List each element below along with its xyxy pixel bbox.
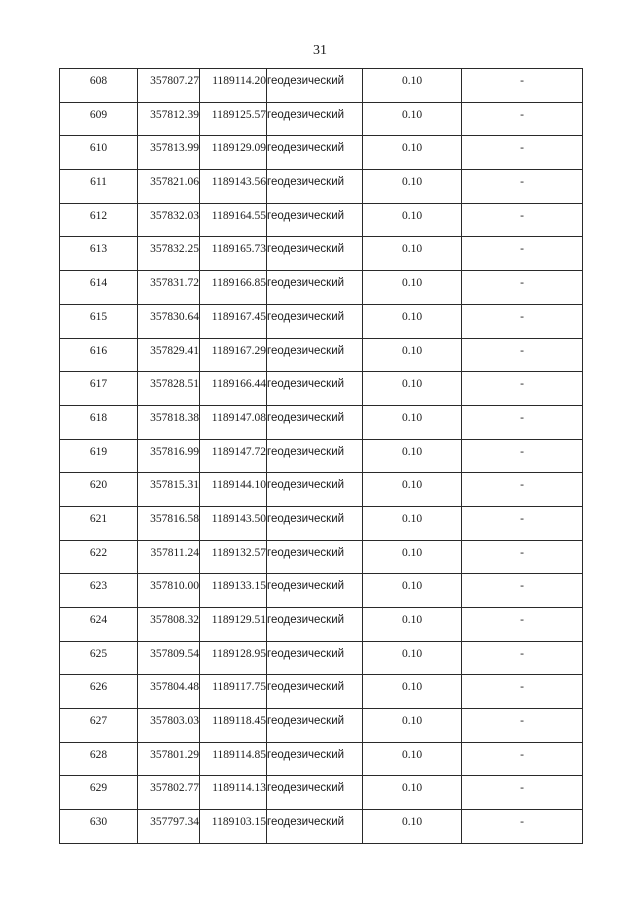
table-row <box>60 641 583 675</box>
y-coordinate-cell: 1189114.13 <box>200 776 267 810</box>
x-coordinate-cell: 357804.48 <box>138 675 200 709</box>
point-number-cell: 608 <box>60 69 138 103</box>
accuracy-cell: 0.10 <box>363 170 462 204</box>
accuracy-cell: 0.10 <box>363 574 462 608</box>
description-cell: - <box>462 709 583 743</box>
y-coordinate-cell: 1189125.57 <box>200 102 267 136</box>
accuracy-cell: 0.10 <box>363 136 462 170</box>
y-coordinate-cell: 1189166.44 <box>200 372 267 406</box>
x-coordinate-cell: 357809.54 <box>138 641 200 675</box>
method-cell: геодезический <box>267 338 363 372</box>
accuracy-cell: 0.10 <box>363 69 462 103</box>
table-row <box>60 608 583 642</box>
table-row <box>60 203 583 237</box>
table-row <box>60 776 583 810</box>
description-cell: - <box>462 372 583 406</box>
method-cell: геодезический <box>267 237 363 271</box>
description-cell: - <box>462 742 583 776</box>
x-coordinate-cell: 357813.99 <box>138 136 200 170</box>
description-cell: - <box>462 810 583 844</box>
x-coordinate-cell: 357808.32 <box>138 608 200 642</box>
accuracy-cell: 0.10 <box>363 203 462 237</box>
x-coordinate-cell: 357803.03 <box>138 709 200 743</box>
description-cell: - <box>462 608 583 642</box>
y-coordinate-cell: 1189164.55 <box>200 203 267 237</box>
table-row <box>60 506 583 540</box>
method-cell: геодезический <box>267 709 363 743</box>
point-number-cell: 616 <box>60 338 138 372</box>
method-cell: геодезический <box>267 608 363 642</box>
table-row <box>60 810 583 844</box>
table-row <box>60 237 583 271</box>
description-cell: - <box>462 338 583 372</box>
table-row <box>60 136 583 170</box>
coordinates-table-body <box>60 69 583 844</box>
accuracy-cell: 0.10 <box>363 473 462 507</box>
y-coordinate-cell: 1189117.75 <box>200 675 267 709</box>
x-coordinate-cell: 357811.24 <box>138 540 200 574</box>
accuracy-cell: 0.10 <box>363 304 462 338</box>
point-number-cell: 612 <box>60 203 138 237</box>
y-coordinate-cell: 1189129.51 <box>200 608 267 642</box>
point-number-cell: 623 <box>60 574 138 608</box>
description-cell: - <box>462 102 583 136</box>
description-cell: - <box>462 203 583 237</box>
description-cell: - <box>462 304 583 338</box>
point-number-cell: 618 <box>60 405 138 439</box>
y-coordinate-cell: 1189167.29 <box>200 338 267 372</box>
description-cell: - <box>462 675 583 709</box>
accuracy-cell: 0.10 <box>363 439 462 473</box>
method-cell: геодезический <box>267 574 363 608</box>
point-number-cell: 619 <box>60 439 138 473</box>
point-number-cell: 617 <box>60 372 138 406</box>
y-coordinate-cell: 1189128.95 <box>200 641 267 675</box>
table-row <box>60 742 583 776</box>
method-cell: геодезический <box>267 506 363 540</box>
y-coordinate-cell: 1189166.85 <box>200 271 267 305</box>
method-cell: геодезический <box>267 776 363 810</box>
point-number-cell: 610 <box>60 136 138 170</box>
description-cell: - <box>462 776 583 810</box>
method-cell: геодезический <box>267 810 363 844</box>
y-coordinate-cell: 1189114.85 <box>200 742 267 776</box>
x-coordinate-cell: 357810.00 <box>138 574 200 608</box>
x-coordinate-cell: 357832.25 <box>138 237 200 271</box>
method-cell: геодезический <box>267 271 363 305</box>
y-coordinate-cell: 1189103.15 <box>200 810 267 844</box>
table-row <box>60 304 583 338</box>
accuracy-cell: 0.10 <box>363 372 462 406</box>
point-number-cell: 628 <box>60 742 138 776</box>
method-cell: геодезический <box>267 170 363 204</box>
description-cell: - <box>462 574 583 608</box>
method-cell: геодезический <box>267 102 363 136</box>
point-number-cell: 620 <box>60 473 138 507</box>
table-row <box>60 405 583 439</box>
point-number-cell: 624 <box>60 608 138 642</box>
point-number-cell: 621 <box>60 506 138 540</box>
coordinates-table <box>59 68 583 844</box>
x-coordinate-cell: 357812.39 <box>138 102 200 136</box>
description-cell: - <box>462 641 583 675</box>
y-coordinate-cell: 1189133.15 <box>200 574 267 608</box>
description-cell: - <box>462 540 583 574</box>
x-coordinate-cell: 357832.03 <box>138 203 200 237</box>
description-cell: - <box>462 136 583 170</box>
point-number-cell: 622 <box>60 540 138 574</box>
table-row <box>60 338 583 372</box>
description-cell: - <box>462 271 583 305</box>
method-cell: геодезический <box>267 675 363 709</box>
accuracy-cell: 0.10 <box>363 742 462 776</box>
accuracy-cell: 0.10 <box>363 608 462 642</box>
table-row <box>60 372 583 406</box>
y-coordinate-cell: 1189147.72 <box>200 439 267 473</box>
method-cell: геодезический <box>267 136 363 170</box>
table-row <box>60 102 583 136</box>
x-coordinate-cell: 357797.34 <box>138 810 200 844</box>
accuracy-cell: 0.10 <box>363 405 462 439</box>
table-row <box>60 540 583 574</box>
y-coordinate-cell: 1189167.45 <box>200 304 267 338</box>
x-coordinate-cell: 357831.72 <box>138 271 200 305</box>
method-cell: геодезический <box>267 405 363 439</box>
point-number-cell: 615 <box>60 304 138 338</box>
point-number-cell: 613 <box>60 237 138 271</box>
description-cell: - <box>462 405 583 439</box>
accuracy-cell: 0.10 <box>363 506 462 540</box>
description-cell: - <box>462 439 583 473</box>
method-cell: геодезический <box>267 439 363 473</box>
page-number: 31 <box>313 43 327 58</box>
y-coordinate-cell: 1189143.56 <box>200 170 267 204</box>
point-number-cell: 625 <box>60 641 138 675</box>
x-coordinate-cell: 357802.77 <box>138 776 200 810</box>
x-coordinate-cell: 357828.51 <box>138 372 200 406</box>
y-coordinate-cell: 1189118.45 <box>200 709 267 743</box>
description-cell: - <box>462 69 583 103</box>
point-number-cell: 626 <box>60 675 138 709</box>
point-number-cell: 614 <box>60 271 138 305</box>
method-cell: геодезический <box>267 473 363 507</box>
point-number-cell: 609 <box>60 102 138 136</box>
accuracy-cell: 0.10 <box>363 641 462 675</box>
method-cell: геодезический <box>267 742 363 776</box>
accuracy-cell: 0.10 <box>363 540 462 574</box>
y-coordinate-cell: 1189143.50 <box>200 506 267 540</box>
table-row <box>60 69 583 103</box>
table-row <box>60 271 583 305</box>
description-cell: - <box>462 237 583 271</box>
accuracy-cell: 0.10 <box>363 709 462 743</box>
x-coordinate-cell: 357818.38 <box>138 405 200 439</box>
accuracy-cell: 0.10 <box>363 776 462 810</box>
table-row <box>60 473 583 507</box>
x-coordinate-cell: 357815.31 <box>138 473 200 507</box>
method-cell: геодезический <box>267 372 363 406</box>
y-coordinate-cell: 1189114.20 <box>200 69 267 103</box>
y-coordinate-cell: 1189147.08 <box>200 405 267 439</box>
method-cell: геодезический <box>267 641 363 675</box>
x-coordinate-cell: 357830.64 <box>138 304 200 338</box>
description-cell: - <box>462 473 583 507</box>
table-row <box>60 439 583 473</box>
accuracy-cell: 0.10 <box>363 237 462 271</box>
x-coordinate-cell: 357829.41 <box>138 338 200 372</box>
table-row <box>60 709 583 743</box>
y-coordinate-cell: 1189144.10 <box>200 473 267 507</box>
y-coordinate-cell: 1189129.09 <box>200 136 267 170</box>
accuracy-cell: 0.10 <box>363 675 462 709</box>
x-coordinate-cell: 357801.29 <box>138 742 200 776</box>
table-row <box>60 675 583 709</box>
point-number-cell: 627 <box>60 709 138 743</box>
point-number-cell: 611 <box>60 170 138 204</box>
x-coordinate-cell: 357807.27 <box>138 69 200 103</box>
method-cell: геодезический <box>267 69 363 103</box>
table-row <box>60 574 583 608</box>
y-coordinate-cell: 1189165.73 <box>200 237 267 271</box>
description-cell: - <box>462 506 583 540</box>
method-cell: геодезический <box>267 540 363 574</box>
x-coordinate-cell: 357816.58 <box>138 506 200 540</box>
accuracy-cell: 0.10 <box>363 810 462 844</box>
point-number-cell: 630 <box>60 810 138 844</box>
point-number-cell: 629 <box>60 776 138 810</box>
method-cell: геодезический <box>267 203 363 237</box>
x-coordinate-cell: 357816.99 <box>138 439 200 473</box>
x-coordinate-cell: 357821.06 <box>138 170 200 204</box>
description-cell: - <box>462 170 583 204</box>
accuracy-cell: 0.10 <box>363 102 462 136</box>
method-cell: геодезический <box>267 304 363 338</box>
table-row <box>60 170 583 204</box>
y-coordinate-cell: 1189132.57 <box>200 540 267 574</box>
accuracy-cell: 0.10 <box>363 271 462 305</box>
accuracy-cell: 0.10 <box>363 338 462 372</box>
